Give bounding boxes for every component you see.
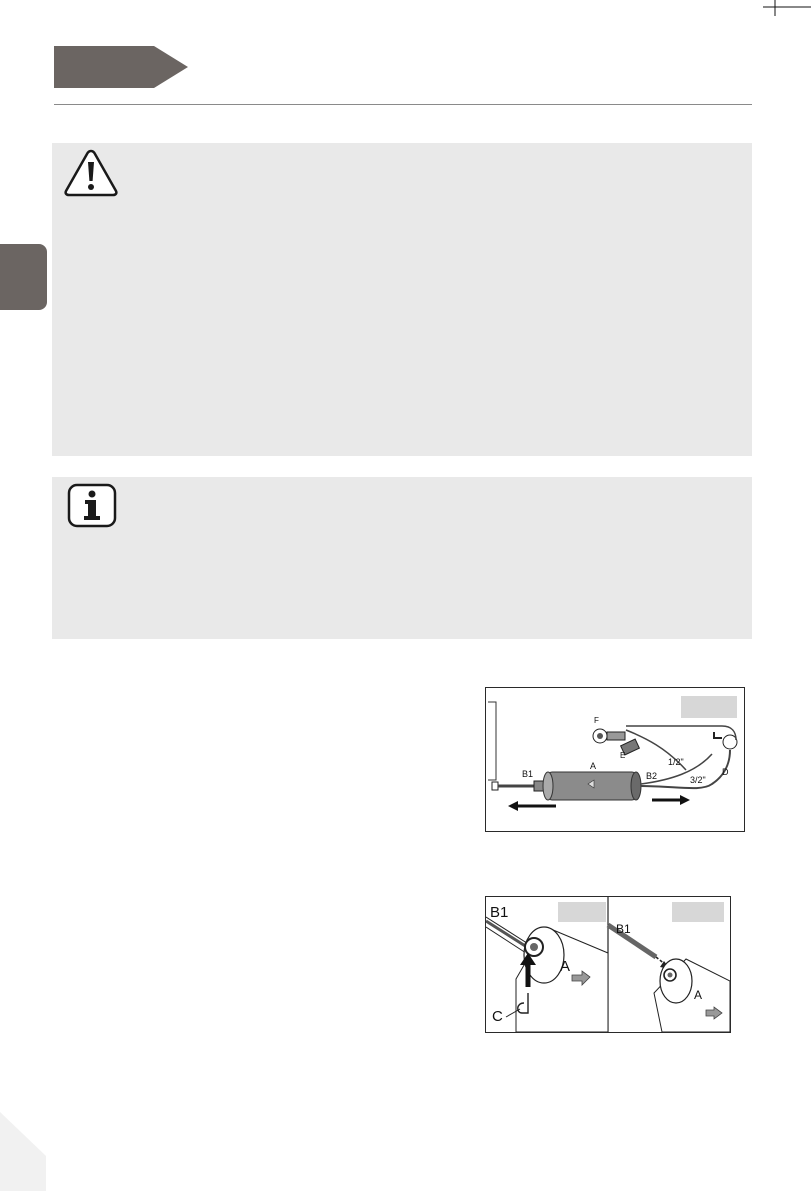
label-three-quarter-inch: 3/2" — [690, 775, 706, 785]
label-a: A — [590, 761, 597, 771]
label-half-inch: 1/2" — [668, 757, 684, 767]
label-d: D — [722, 767, 729, 777]
label-b1: B1 — [522, 769, 534, 779]
crop-mark — [763, 0, 811, 16]
connection-detail-drawing — [486, 897, 730, 1032]
chapter-side-tab — [0, 244, 47, 310]
installation-diagram — [485, 687, 745, 832]
section-tag — [54, 46, 190, 88]
warning-panel — [52, 143, 752, 456]
label-left-c: C — [492, 1008, 503, 1025]
info-panel — [52, 477, 752, 639]
label-right-b1: B1 — [616, 922, 631, 936]
warning-triangle-icon — [63, 148, 119, 198]
connection-detail-figure — [485, 896, 731, 1033]
label-left-b1: B1 — [490, 904, 509, 921]
header-divider — [54, 104, 752, 105]
info-icon — [67, 483, 119, 529]
label-e: E — [620, 751, 626, 760]
installation-diagram-drawing — [486, 688, 744, 831]
label-f: F — [594, 716, 599, 725]
page-corner — [0, 1112, 48, 1191]
label-b2: B2 — [646, 771, 658, 781]
label-right-a: A — [694, 988, 703, 1002]
label-left-a: A — [560, 958, 571, 975]
